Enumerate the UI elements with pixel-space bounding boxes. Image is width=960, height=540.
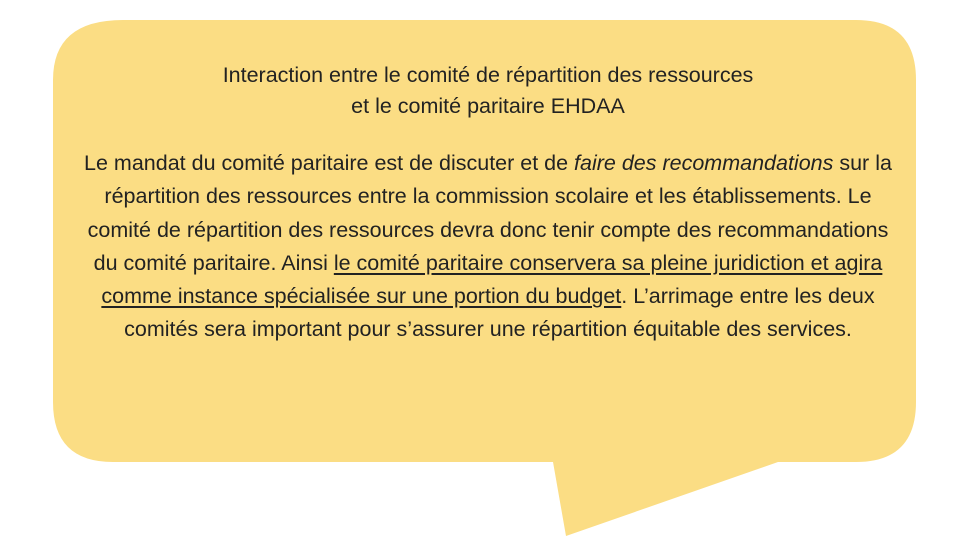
bubble-title [80, 60, 896, 122]
body-text-2: sur la répartition des ressources entre la commission scolaire et les établissements. Le comité de répartition des ressources devra donc tenir compte des recommandations du comité paritaire. Ainsi [87, 151, 892, 275]
bubble-body [80, 147, 896, 347]
body-underlined-text: le comité paritaire conservera sa pleine juridiction et agira comme instance spécialisée sur une portion du budget [101, 250, 883, 309]
title-line-2: et le comité paritaire EHDAA [351, 94, 625, 118]
body-italic-text: faire des recommandations [574, 151, 834, 175]
title-line-1: Interaction entre le comité de répartition des ressources [222, 63, 754, 87]
body-text-1: Le mandat du comité paritaire est de discuter et de [84, 151, 575, 175]
body-text-3: . L’arrimage entre les deux comités sera important pour s’assurer une répartition équitable des services. [124, 284, 875, 342]
bubble-text [80, 60, 896, 347]
